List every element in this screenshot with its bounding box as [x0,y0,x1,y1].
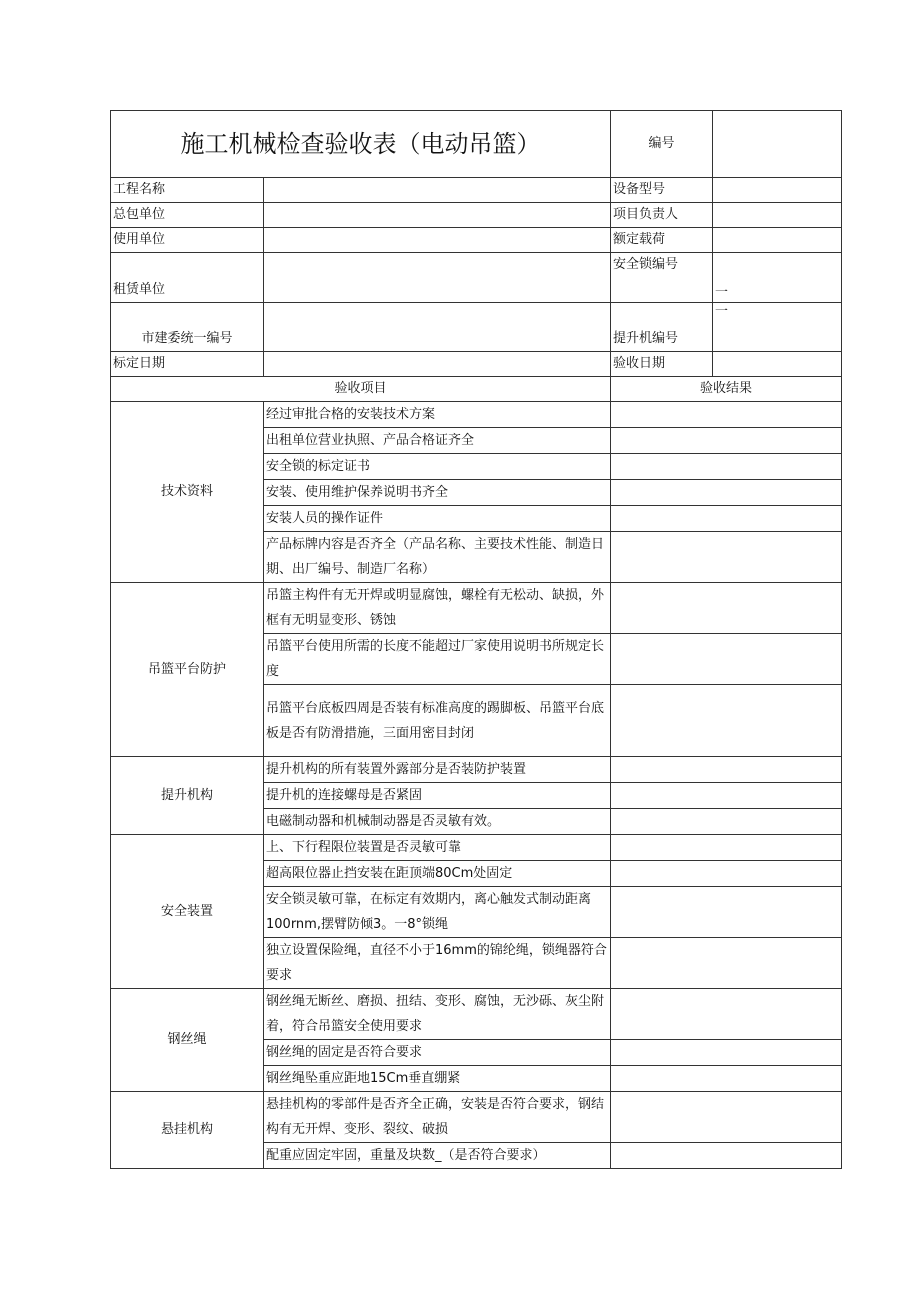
result-cell[interactable] [611,938,842,989]
equipment-model-value[interactable] [713,178,842,203]
result-cell[interactable] [611,634,842,685]
city-code-label: 市建委统一编号 [111,303,264,352]
check-item: 钢丝绳的固定是否符合要求 [264,1040,611,1066]
check-item: 吊篮平台使用所需的长度不能超过厂家使用说明书所规定长度 [264,634,611,685]
results-header: 验收结果 [611,377,842,402]
project-name-value[interactable] [264,178,611,203]
check-item: 安全锁灵敏可靠，在标定有效期内，离心触发式制动距离100rnm,摆臂防倾3。一8°锁绳 [264,887,611,938]
check-item: 吊篮主构件有无开焊或明显腐蚀，螺栓有无松动、缺损，外框有无明显变形、锈蚀 [264,583,611,634]
section-platform-label: 吊篮平台防护 [111,583,264,757]
check-item: 安装、使用维护保养说明书齐全 [264,480,611,506]
result-cell[interactable] [611,989,842,1040]
safety-lock-no-value[interactable] [713,253,842,303]
result-cell[interactable] [611,506,842,532]
check-item: 悬挂机构的零部件是否齐全正确，安装是否符合要求，钢结构有无开焊、变形、裂纹、破损 [264,1092,611,1143]
check-item: 钢丝绳无断丝、磨损、扭结、变形、腐蚀，无沙砾、灰尘附着，符合吊篮安全使用要求 [264,989,611,1040]
result-cell[interactable] [611,1143,842,1169]
hoist-no-label: 提升机编号 [611,303,713,352]
general-contractor-value[interactable] [264,203,611,228]
result-cell[interactable] [611,1066,842,1092]
check-item: 出租单位营业执照、产品合格证齐全 [264,428,611,454]
acceptance-date-value[interactable] [713,352,842,377]
section-hoist-label: 提升机构 [111,757,264,835]
result-cell[interactable] [611,454,842,480]
result-cell[interactable] [611,861,842,887]
inspection-form-table [110,110,842,1169]
result-cell[interactable] [611,757,842,783]
result-cell[interactable] [611,402,842,428]
result-cell[interactable] [611,428,842,454]
safety-lock-no-label: 安全锁编号 [611,253,713,303]
result-cell[interactable] [611,887,842,938]
dash-mark: 一 [715,304,729,319]
check-item: 电磁制动器和机械制动器是否灵敏有效。 [264,809,611,835]
check-item: 上、下行程限位装置是否灵敏可靠 [264,835,611,861]
check-item: 产品标牌内容是否齐全（产品名称、主要技术性能、制造日期、出厂编号、制造厂名称） [264,532,611,583]
result-cell[interactable] [611,532,842,583]
hoist-no-value[interactable] [713,303,842,352]
project-manager-value[interactable] [713,203,842,228]
result-cell[interactable] [611,583,842,634]
section-rope-label: 钢丝绳 [111,989,264,1092]
check-item: 独立设置保险绳，直径不小于16mm的锦纶绳，锁绳器符合要求 [264,938,611,989]
result-cell[interactable] [611,783,842,809]
check-item: 经过审批合格的安装技术方案 [264,402,611,428]
check-item: 提升机的连接螺母是否紧固 [264,783,611,809]
section-suspension-label: 悬挂机构 [111,1092,264,1169]
project-name-label: 工程名称 [111,178,264,203]
general-contractor-label: 总包单位 [111,203,264,228]
check-item: 安装人员的操作证件 [264,506,611,532]
check-item: 安全锁的标定证书 [264,454,611,480]
check-item: 钢丝绳坠重应距地15Cm垂直绷紧 [264,1066,611,1092]
result-cell[interactable] [611,480,842,506]
lease-unit-value[interactable] [264,253,611,303]
result-cell[interactable] [611,1040,842,1066]
number-value[interactable] [713,111,842,178]
check-item: 超高限位器止挡安装在距顶端80Cm处固定 [264,861,611,887]
result-cell[interactable] [611,835,842,861]
project-manager-label: 项目负责人 [611,203,713,228]
city-code-value[interactable] [264,303,611,352]
rated-load-value[interactable] [713,228,842,253]
lease-unit-label: 租赁单位 [111,253,264,303]
dash-mark: 一 [715,285,729,300]
section-tech-label: 技术资料 [111,402,264,583]
number-label: 编号 [611,111,713,178]
check-item: 提升机构的所有装置外露部分是否装防护装置 [264,757,611,783]
items-header: 验收项目 [111,377,611,402]
result-cell[interactable] [611,1092,842,1143]
equipment-model-label: 设备型号 [611,178,713,203]
user-unit-label: 使用单位 [111,228,264,253]
result-cell[interactable] [611,685,842,757]
section-safety-label: 安全装置 [111,835,264,989]
result-cell[interactable] [611,809,842,835]
check-item: 配重应固定牢固，重量及块数_（是否符合要求） [264,1143,611,1169]
calibration-date-value[interactable] [264,352,611,377]
form-title: 施工机械检查验收表（电动吊篮） [111,111,611,178]
rated-load-label: 额定载荷 [611,228,713,253]
user-unit-value[interactable] [264,228,611,253]
check-item: 吊篮平台底板四周是否装有标准高度的踢脚板、吊篮平台底板是否有防滑措施，三面用密目封闭 [264,685,611,757]
calibration-date-label: 标定日期 [111,352,264,377]
acceptance-date-label: 验收日期 [611,352,713,377]
